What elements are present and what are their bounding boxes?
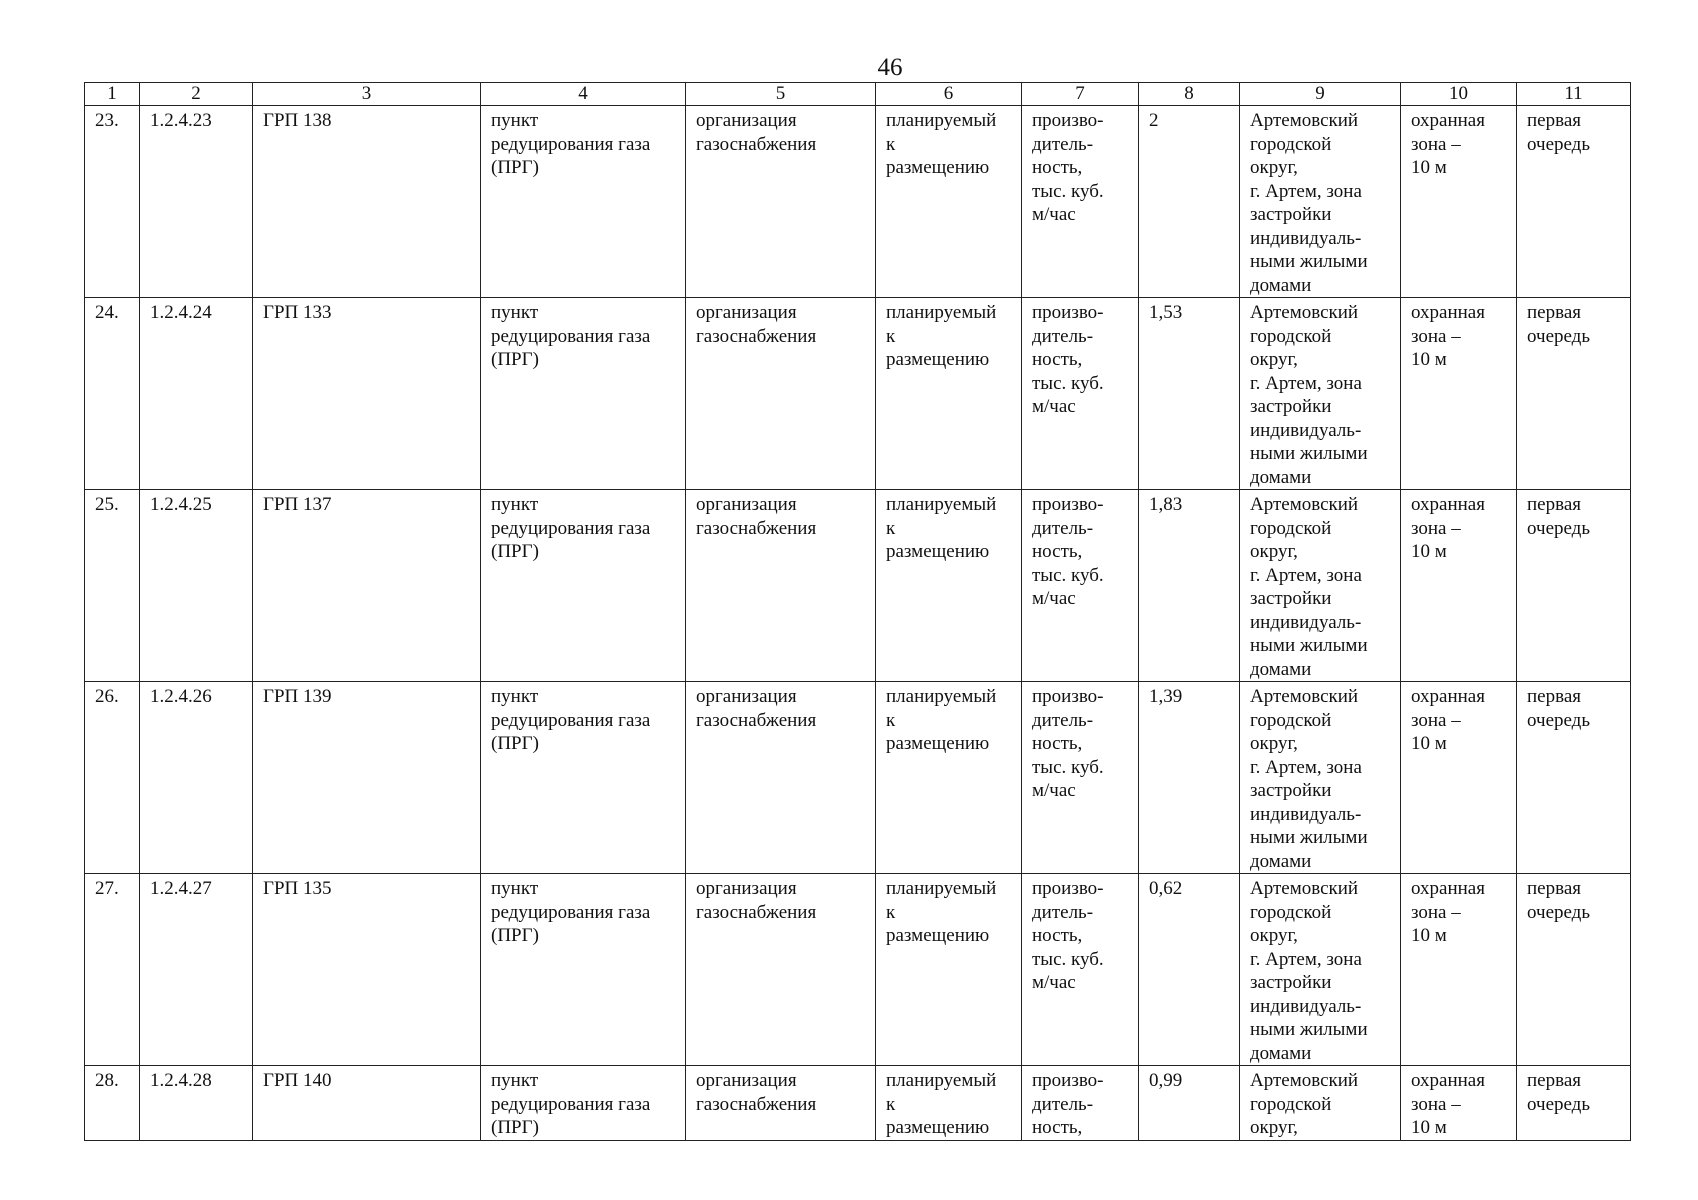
- object-location-line: застройки: [1250, 204, 1332, 225]
- parameter-value-cell: [1139, 682, 1240, 874]
- object-status-line: к: [886, 901, 896, 923]
- protection-zone-line: зона –: [1411, 901, 1461, 923]
- object-organization-line: организация: [696, 110, 797, 131]
- protection-zone-line: охранная: [1411, 878, 1485, 899]
- object-location-line: домами: [1250, 658, 1312, 680]
- object-organization-cell: [686, 490, 876, 682]
- table-row: [85, 1066, 1631, 1141]
- parameter-value-cell: [1139, 1066, 1240, 1141]
- object-code-cell: [140, 1066, 253, 1141]
- object-purpose-line: пункт: [491, 878, 539, 899]
- object-location-line: ными жилыми: [1250, 635, 1368, 656]
- object-code-cell: [140, 298, 253, 490]
- object-status-line: планируемый: [886, 494, 997, 515]
- object-code-cell: [140, 490, 253, 682]
- parameter-value: 0,99: [1149, 1070, 1183, 1091]
- object-organization-line: газоснабжения: [696, 1093, 817, 1115]
- object-location-line: ными жилыми: [1250, 443, 1368, 464]
- object-status-cell: [876, 490, 1022, 682]
- object-location-line: городской: [1250, 133, 1332, 155]
- object-location-line: округ,: [1250, 349, 1298, 370]
- object-name-cell: [253, 298, 481, 490]
- protection-zone-cell: [1401, 874, 1517, 1066]
- protection-zone-line: зона –: [1411, 709, 1461, 731]
- object-parameter-cell: [1022, 490, 1139, 682]
- object-code: 1.2.4.25: [150, 494, 212, 515]
- parameter-value: 1,39: [1149, 686, 1183, 707]
- object-purpose-cell: [481, 874, 686, 1066]
- construction-stage-line: очередь: [1527, 1093, 1591, 1115]
- parameter-value: 1,83: [1149, 494, 1183, 515]
- object-purpose-line: редуцирования газа: [491, 325, 651, 347]
- row-number: 28.: [95, 1070, 119, 1091]
- object-organization-line: организация: [696, 302, 797, 323]
- parameter-value-cell: [1139, 298, 1240, 490]
- object-location-line: городской: [1250, 325, 1332, 347]
- object-parameter-line: ность,: [1032, 541, 1083, 562]
- construction-stage-line: очередь: [1527, 709, 1591, 731]
- protection-zone-line: 10 м: [1411, 349, 1447, 370]
- construction-stage-cell: [1517, 874, 1631, 1066]
- object-status-cell: [876, 682, 1022, 874]
- object-location-line: домами: [1250, 850, 1312, 872]
- object-location-line: Артемовский: [1250, 110, 1359, 131]
- row-number: 23.: [95, 110, 119, 131]
- object-status-cell: [876, 106, 1022, 298]
- object-location-line: округ,: [1250, 1117, 1298, 1138]
- row-number-cell: [85, 298, 140, 490]
- object-purpose-cell: [481, 298, 686, 490]
- object-purpose-line: пункт: [491, 494, 539, 515]
- object-parameter-cell: [1022, 106, 1139, 298]
- object-organization-line: газоснабжения: [696, 517, 817, 539]
- object-status-cell: [876, 874, 1022, 1066]
- page-number: 46: [877, 54, 903, 81]
- construction-stage-line: очередь: [1527, 517, 1591, 539]
- object-location-line: округ,: [1250, 925, 1298, 946]
- object-purpose-line: (ПРГ): [491, 1117, 539, 1138]
- row-number: 24.: [95, 302, 119, 323]
- object-location-line: индивидуаль-: [1250, 611, 1362, 633]
- object-parameter-line: дитель-: [1032, 709, 1094, 731]
- object-organization-line: газоснабжения: [696, 325, 817, 347]
- object-status-line: к: [886, 325, 896, 347]
- construction-stage-line: очередь: [1527, 325, 1591, 347]
- protection-zone-line: 10 м: [1411, 157, 1447, 178]
- object-code: 1.2.4.27: [150, 878, 212, 899]
- object-parameter-line: произво-: [1032, 878, 1104, 899]
- object-location-line: городской: [1250, 901, 1332, 923]
- object-parameter-cell: [1022, 682, 1139, 874]
- object-parameter-line: произво-: [1032, 302, 1104, 323]
- object-parameter-line: тыс. куб.: [1032, 564, 1104, 586]
- object-location-cell: [1240, 490, 1401, 682]
- object-status-line: планируемый: [886, 302, 997, 323]
- object-parameter-cell: [1022, 1066, 1139, 1141]
- column-number: 11: [1517, 83, 1631, 106]
- object-parameter-line: дитель-: [1032, 133, 1094, 155]
- object-status-line: размещению: [886, 733, 990, 754]
- object-status-line: размещению: [886, 157, 990, 178]
- object-location-cell: [1240, 106, 1401, 298]
- object-name: ГРП 139: [263, 686, 332, 707]
- object-code-cell: [140, 106, 253, 298]
- object-name: ГРП 140: [263, 1070, 332, 1091]
- construction-stage-line: первая: [1527, 494, 1581, 515]
- object-location-line: индивидуаль-: [1250, 419, 1362, 441]
- object-location-line: застройки: [1250, 780, 1332, 801]
- parameter-value: 1,53: [1149, 302, 1183, 323]
- construction-stage-line: первая: [1527, 302, 1581, 323]
- protection-zone-line: охранная: [1411, 302, 1485, 323]
- object-parameter-line: м/час: [1032, 972, 1076, 993]
- object-status-line: к: [886, 709, 896, 731]
- object-location-line: индивидуаль-: [1250, 803, 1362, 825]
- object-location-cell: [1240, 682, 1401, 874]
- object-parameter-line: тыс. куб.: [1032, 372, 1104, 394]
- construction-stage-line: первая: [1527, 686, 1581, 707]
- object-status-cell: [876, 1066, 1022, 1141]
- object-parameter-cell: [1022, 298, 1139, 490]
- object-purpose-line: редуцирования газа: [491, 517, 651, 539]
- object-location-line: г. Артем, зона: [1250, 372, 1362, 394]
- object-name-cell: [253, 1066, 481, 1141]
- construction-stage-cell: [1517, 1066, 1631, 1141]
- object-organization-line: организация: [696, 878, 797, 899]
- objects-table: [84, 82, 1631, 1141]
- row-number: 25.: [95, 494, 119, 515]
- parameter-value: 0,62: [1149, 878, 1183, 899]
- object-purpose-line: редуцирования газа: [491, 133, 651, 155]
- column-number: 5: [686, 83, 876, 106]
- protection-zone-line: зона –: [1411, 133, 1461, 155]
- protection-zone-cell: [1401, 1066, 1517, 1141]
- construction-stage-line: первая: [1527, 1070, 1581, 1091]
- object-parameter-line: произво-: [1032, 1070, 1104, 1091]
- object-status-line: к: [886, 133, 896, 155]
- object-name-cell: [253, 490, 481, 682]
- object-parameter-line: ность,: [1032, 733, 1083, 754]
- object-organization-cell: [686, 298, 876, 490]
- object-purpose-line: (ПРГ): [491, 157, 539, 178]
- construction-stage-line: очередь: [1527, 901, 1591, 923]
- table-row: [85, 682, 1631, 874]
- object-status-line: планируемый: [886, 110, 997, 131]
- construction-stage-cell: [1517, 106, 1631, 298]
- row-number-cell: [85, 1066, 140, 1141]
- column-number: 8: [1139, 83, 1240, 106]
- object-location-line: Артемовский: [1250, 686, 1359, 707]
- object-location-line: округ,: [1250, 157, 1298, 178]
- object-parameter-line: ность,: [1032, 925, 1083, 946]
- object-location-line: Артемовский: [1250, 494, 1359, 515]
- protection-zone-line: 10 м: [1411, 925, 1447, 946]
- object-code: 1.2.4.28: [150, 1070, 212, 1091]
- object-location-line: городской: [1250, 709, 1332, 731]
- object-organization-line: организация: [696, 686, 797, 707]
- object-name: ГРП 137: [263, 494, 332, 515]
- object-location-line: городской: [1250, 517, 1332, 539]
- row-number-cell: [85, 874, 140, 1066]
- object-location-line: городской: [1250, 1093, 1332, 1115]
- protection-zone-cell: [1401, 490, 1517, 682]
- object-purpose-line: редуцирования газа: [491, 901, 651, 923]
- protection-zone-line: 10 м: [1411, 733, 1447, 754]
- protection-zone-line: 10 м: [1411, 541, 1447, 562]
- object-location-line: округ,: [1250, 541, 1298, 562]
- object-organization-line: газоснабжения: [696, 133, 817, 155]
- object-status-line: к: [886, 517, 896, 539]
- object-organization-line: газоснабжения: [696, 709, 817, 731]
- object-name-cell: [253, 106, 481, 298]
- column-number: 1: [85, 83, 140, 106]
- row-number-cell: [85, 106, 140, 298]
- construction-stage-cell: [1517, 682, 1631, 874]
- object-parameter-line: дитель-: [1032, 517, 1094, 539]
- object-status-line: планируемый: [886, 686, 997, 707]
- object-organization-cell: [686, 1066, 876, 1141]
- object-status-line: размещению: [886, 1117, 990, 1138]
- object-parameter-line: тыс. куб.: [1032, 948, 1104, 970]
- protection-zone-line: охранная: [1411, 110, 1485, 131]
- protection-zone-line: 10 м: [1411, 1117, 1447, 1138]
- construction-stage-cell: [1517, 490, 1631, 682]
- column-number: 3: [253, 83, 481, 106]
- object-location-line: домами: [1250, 466, 1312, 488]
- object-name: ГРП 135: [263, 878, 332, 899]
- object-parameter-line: м/час: [1032, 780, 1076, 801]
- object-parameter-line: м/час: [1032, 204, 1076, 225]
- object-parameter-line: ность,: [1032, 157, 1083, 178]
- object-purpose-line: пункт: [491, 686, 539, 707]
- object-status-line: планируемый: [886, 1070, 997, 1091]
- object-purpose-line: редуцирования газа: [491, 709, 651, 731]
- object-location-line: застройки: [1250, 972, 1332, 993]
- object-purpose-line: (ПРГ): [491, 541, 539, 562]
- object-location-line: индивидуаль-: [1250, 227, 1362, 249]
- object-purpose-line: (ПРГ): [491, 733, 539, 754]
- object-parameter-cell: [1022, 874, 1139, 1066]
- protection-zone-cell: [1401, 298, 1517, 490]
- object-parameter-line: произво-: [1032, 110, 1104, 131]
- object-status-line: к: [886, 1093, 896, 1115]
- object-parameter-line: тыс. куб.: [1032, 756, 1104, 778]
- object-status-line: размещению: [886, 541, 990, 562]
- object-location-line: домами: [1250, 1042, 1312, 1064]
- object-location-line: округ,: [1250, 733, 1298, 754]
- object-location-line: застройки: [1250, 396, 1332, 417]
- parameter-value-cell: [1139, 490, 1240, 682]
- object-name: ГРП 133: [263, 302, 332, 323]
- object-location-line: Артемовский: [1250, 878, 1359, 899]
- object-parameter-line: ность,: [1032, 1117, 1083, 1138]
- object-location-line: г. Артем, зона: [1250, 564, 1362, 586]
- object-location-line: домами: [1250, 274, 1312, 296]
- object-purpose-line: (ПРГ): [491, 349, 539, 370]
- object-location-line: г. Артем, зона: [1250, 756, 1362, 778]
- object-name: ГРП 138: [263, 110, 332, 131]
- construction-stage-line: первая: [1527, 878, 1581, 899]
- object-parameter-line: произво-: [1032, 494, 1104, 515]
- object-parameter-line: м/час: [1032, 396, 1076, 417]
- table-row: [85, 106, 1631, 298]
- column-number: 2: [140, 83, 253, 106]
- object-location-line: г. Артем, зона: [1250, 948, 1362, 970]
- protection-zone-line: охранная: [1411, 1070, 1485, 1091]
- protection-zone-line: зона –: [1411, 325, 1461, 347]
- object-location-cell: [1240, 1066, 1401, 1141]
- row-number: 26.: [95, 686, 119, 707]
- object-organization-line: организация: [696, 494, 797, 515]
- object-organization-line: газоснабжения: [696, 901, 817, 923]
- protection-zone-line: охранная: [1411, 686, 1485, 707]
- column-number: 6: [876, 83, 1022, 106]
- object-parameter-line: м/час: [1032, 588, 1076, 609]
- object-status-line: размещению: [886, 925, 990, 946]
- object-purpose-cell: [481, 490, 686, 682]
- object-parameter-line: дитель-: [1032, 1093, 1094, 1115]
- object-code: 1.2.4.26: [150, 686, 212, 707]
- object-location-line: ными жилыми: [1250, 827, 1368, 848]
- object-purpose-line: редуцирования газа: [491, 1093, 651, 1115]
- object-purpose-cell: [481, 682, 686, 874]
- object-purpose-cell: [481, 106, 686, 298]
- parameter-value: 2: [1149, 110, 1159, 131]
- object-location-cell: [1240, 298, 1401, 490]
- column-number: 4: [481, 83, 686, 106]
- object-name-cell: [253, 874, 481, 1066]
- object-organization-line: организация: [696, 1070, 797, 1091]
- object-purpose-line: пункт: [491, 302, 539, 323]
- object-code: 1.2.4.24: [150, 302, 212, 323]
- construction-stage-line: очередь: [1527, 133, 1591, 155]
- object-purpose-line: пункт: [491, 110, 539, 131]
- table-row: [85, 490, 1631, 682]
- object-status-cell: [876, 298, 1022, 490]
- object-location-line: застройки: [1250, 588, 1332, 609]
- column-number: 9: [1240, 83, 1401, 106]
- object-organization-cell: [686, 106, 876, 298]
- object-code: 1.2.4.23: [150, 110, 212, 131]
- object-name-cell: [253, 682, 481, 874]
- object-location-line: индивидуаль-: [1250, 995, 1362, 1017]
- object-parameter-line: произво-: [1032, 686, 1104, 707]
- row-number: 27.: [95, 878, 119, 899]
- protection-zone-line: охранная: [1411, 494, 1485, 515]
- object-location-cell: [1240, 874, 1401, 1066]
- construction-stage-line: первая: [1527, 110, 1581, 131]
- object-location-line: ными жилыми: [1250, 1019, 1368, 1040]
- column-number-row: [85, 83, 1631, 106]
- object-status-line: планируемый: [886, 878, 997, 899]
- object-purpose-line: (ПРГ): [491, 925, 539, 946]
- protection-zone-cell: [1401, 682, 1517, 874]
- object-parameter-line: дитель-: [1032, 325, 1094, 347]
- table-row: [85, 298, 1631, 490]
- object-code-cell: [140, 874, 253, 1066]
- object-purpose-cell: [481, 1066, 686, 1141]
- row-number-cell: [85, 682, 140, 874]
- object-parameter-line: дитель-: [1032, 901, 1094, 923]
- object-organization-cell: [686, 874, 876, 1066]
- object-location-line: Артемовский: [1250, 1070, 1359, 1091]
- construction-stage-cell: [1517, 298, 1631, 490]
- object-code-cell: [140, 682, 253, 874]
- object-location-line: ными жилыми: [1250, 251, 1368, 272]
- column-number: 7: [1022, 83, 1139, 106]
- parameter-value-cell: [1139, 874, 1240, 1066]
- object-purpose-line: пункт: [491, 1070, 539, 1091]
- object-parameter-line: тыс. куб.: [1032, 180, 1104, 202]
- column-number: 10: [1401, 83, 1517, 106]
- table-row: [85, 874, 1631, 1066]
- protection-zone-line: зона –: [1411, 517, 1461, 539]
- object-organization-cell: [686, 682, 876, 874]
- row-number-cell: [85, 490, 140, 682]
- protection-zone-line: зона –: [1411, 1093, 1461, 1115]
- object-location-line: г. Артем, зона: [1250, 180, 1362, 202]
- protection-zone-cell: [1401, 106, 1517, 298]
- object-location-line: Артемовский: [1250, 302, 1359, 323]
- object-parameter-line: ность,: [1032, 349, 1083, 370]
- parameter-value-cell: [1139, 106, 1240, 298]
- object-status-line: размещению: [886, 349, 990, 370]
